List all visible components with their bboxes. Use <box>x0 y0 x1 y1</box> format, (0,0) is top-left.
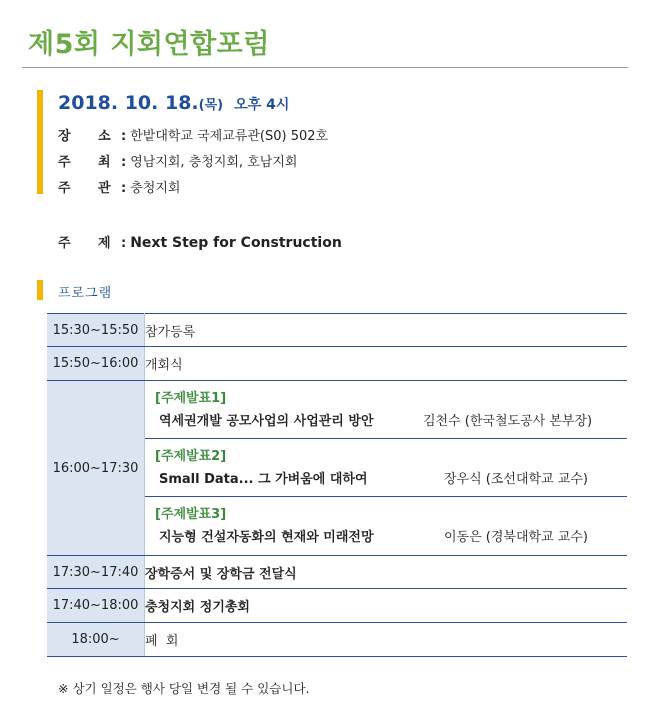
talk-item <box>145 439 627 497</box>
talk-tag: [주제발표3] <box>155 507 227 522</box>
organizer-value: 충청지회 <box>130 181 181 196</box>
talk-speaker: 이동은 (경북대학교 교수) <box>444 530 588 545</box>
talk-tag: [주제발표2] <box>155 449 227 464</box>
time-cell: 15:50~16:00 <box>47 347 145 381</box>
venue-row: 장 소 : 한밭대학교 국제교류관(S0) 502호 <box>58 125 328 144</box>
time-cell: 15:30~15:50 <box>47 314 145 347</box>
program-accent-bar <box>37 280 43 300</box>
time-cell: 17:40~18:00 <box>47 589 145 623</box>
table-row <box>47 381 627 556</box>
item-cell: 폐 회 <box>145 623 628 657</box>
host-value: 영남지회, 충청지회, 호남지회 <box>130 155 298 170</box>
info-accent-bar <box>37 90 43 194</box>
theme-label: 주 제 <box>58 236 111 251</box>
table-row <box>47 589 627 623</box>
venue-label: 장 소 <box>58 129 111 144</box>
host-row: 주 최 : 영남지회, 충청지회, 호남지회 <box>58 151 297 170</box>
talk-topic: 역세권개발 공모사업의 사업관리 방안 <box>159 414 374 429</box>
item-cell: 참가등록 <box>145 314 628 347</box>
time-cell: 16:00~17:30 <box>47 381 145 556</box>
event-weekday: (목) <box>198 98 224 113</box>
talk-speaker: 김천수 (한국철도공사 본부장) <box>423 414 593 429</box>
theme-row: 주 제 : Next Step for Construction <box>58 232 342 251</box>
schedule-note: ※ 상기 일정은 행사 당일 변경 될 수 있습니다. <box>58 681 310 696</box>
event-datetime <box>58 92 289 114</box>
venue-value: 한밭대학교 국제교류관(S0) 502호 <box>130 129 329 144</box>
time-cell: 17:30~17:40 <box>47 556 145 589</box>
talks-cell <box>145 381 628 556</box>
program-heading: 프로그램 <box>58 286 113 301</box>
page-title: 제5회 지회연합포럼 <box>28 29 270 60</box>
talk-tag: [주제발표1] <box>155 391 227 406</box>
talk-item <box>145 381 627 439</box>
item-cell: 장학증서 및 장학금 전달식 <box>145 556 628 589</box>
program-table <box>47 313 627 657</box>
theme-value: Next Step for Construction <box>130 235 342 251</box>
title-divider <box>22 67 628 68</box>
table-row <box>47 314 627 347</box>
talk-speaker: 장우식 (조선대학교 교수) <box>444 472 588 487</box>
talk-item <box>145 497 627 555</box>
event-time: 오후 4시 <box>234 97 290 113</box>
host-label: 주 최 <box>58 155 111 170</box>
talk-topic: 지능형 건설자동화의 현재와 미래전망 <box>159 530 374 545</box>
talk-topic: Small Data... 그 가벼움에 대하여 <box>159 472 368 487</box>
table-row <box>47 623 627 657</box>
item-cell: 충청지회 정기총회 <box>145 589 628 623</box>
item-cell: 개회식 <box>145 347 628 381</box>
table-row <box>47 556 627 589</box>
organizer-label: 주 관 <box>58 181 111 196</box>
event-date: 2018. 10. 18. <box>58 92 199 114</box>
table-row <box>47 347 627 381</box>
organizer-row: 주 관 : 충청지회 <box>58 177 180 196</box>
time-cell: 18:00~ <box>47 623 145 657</box>
